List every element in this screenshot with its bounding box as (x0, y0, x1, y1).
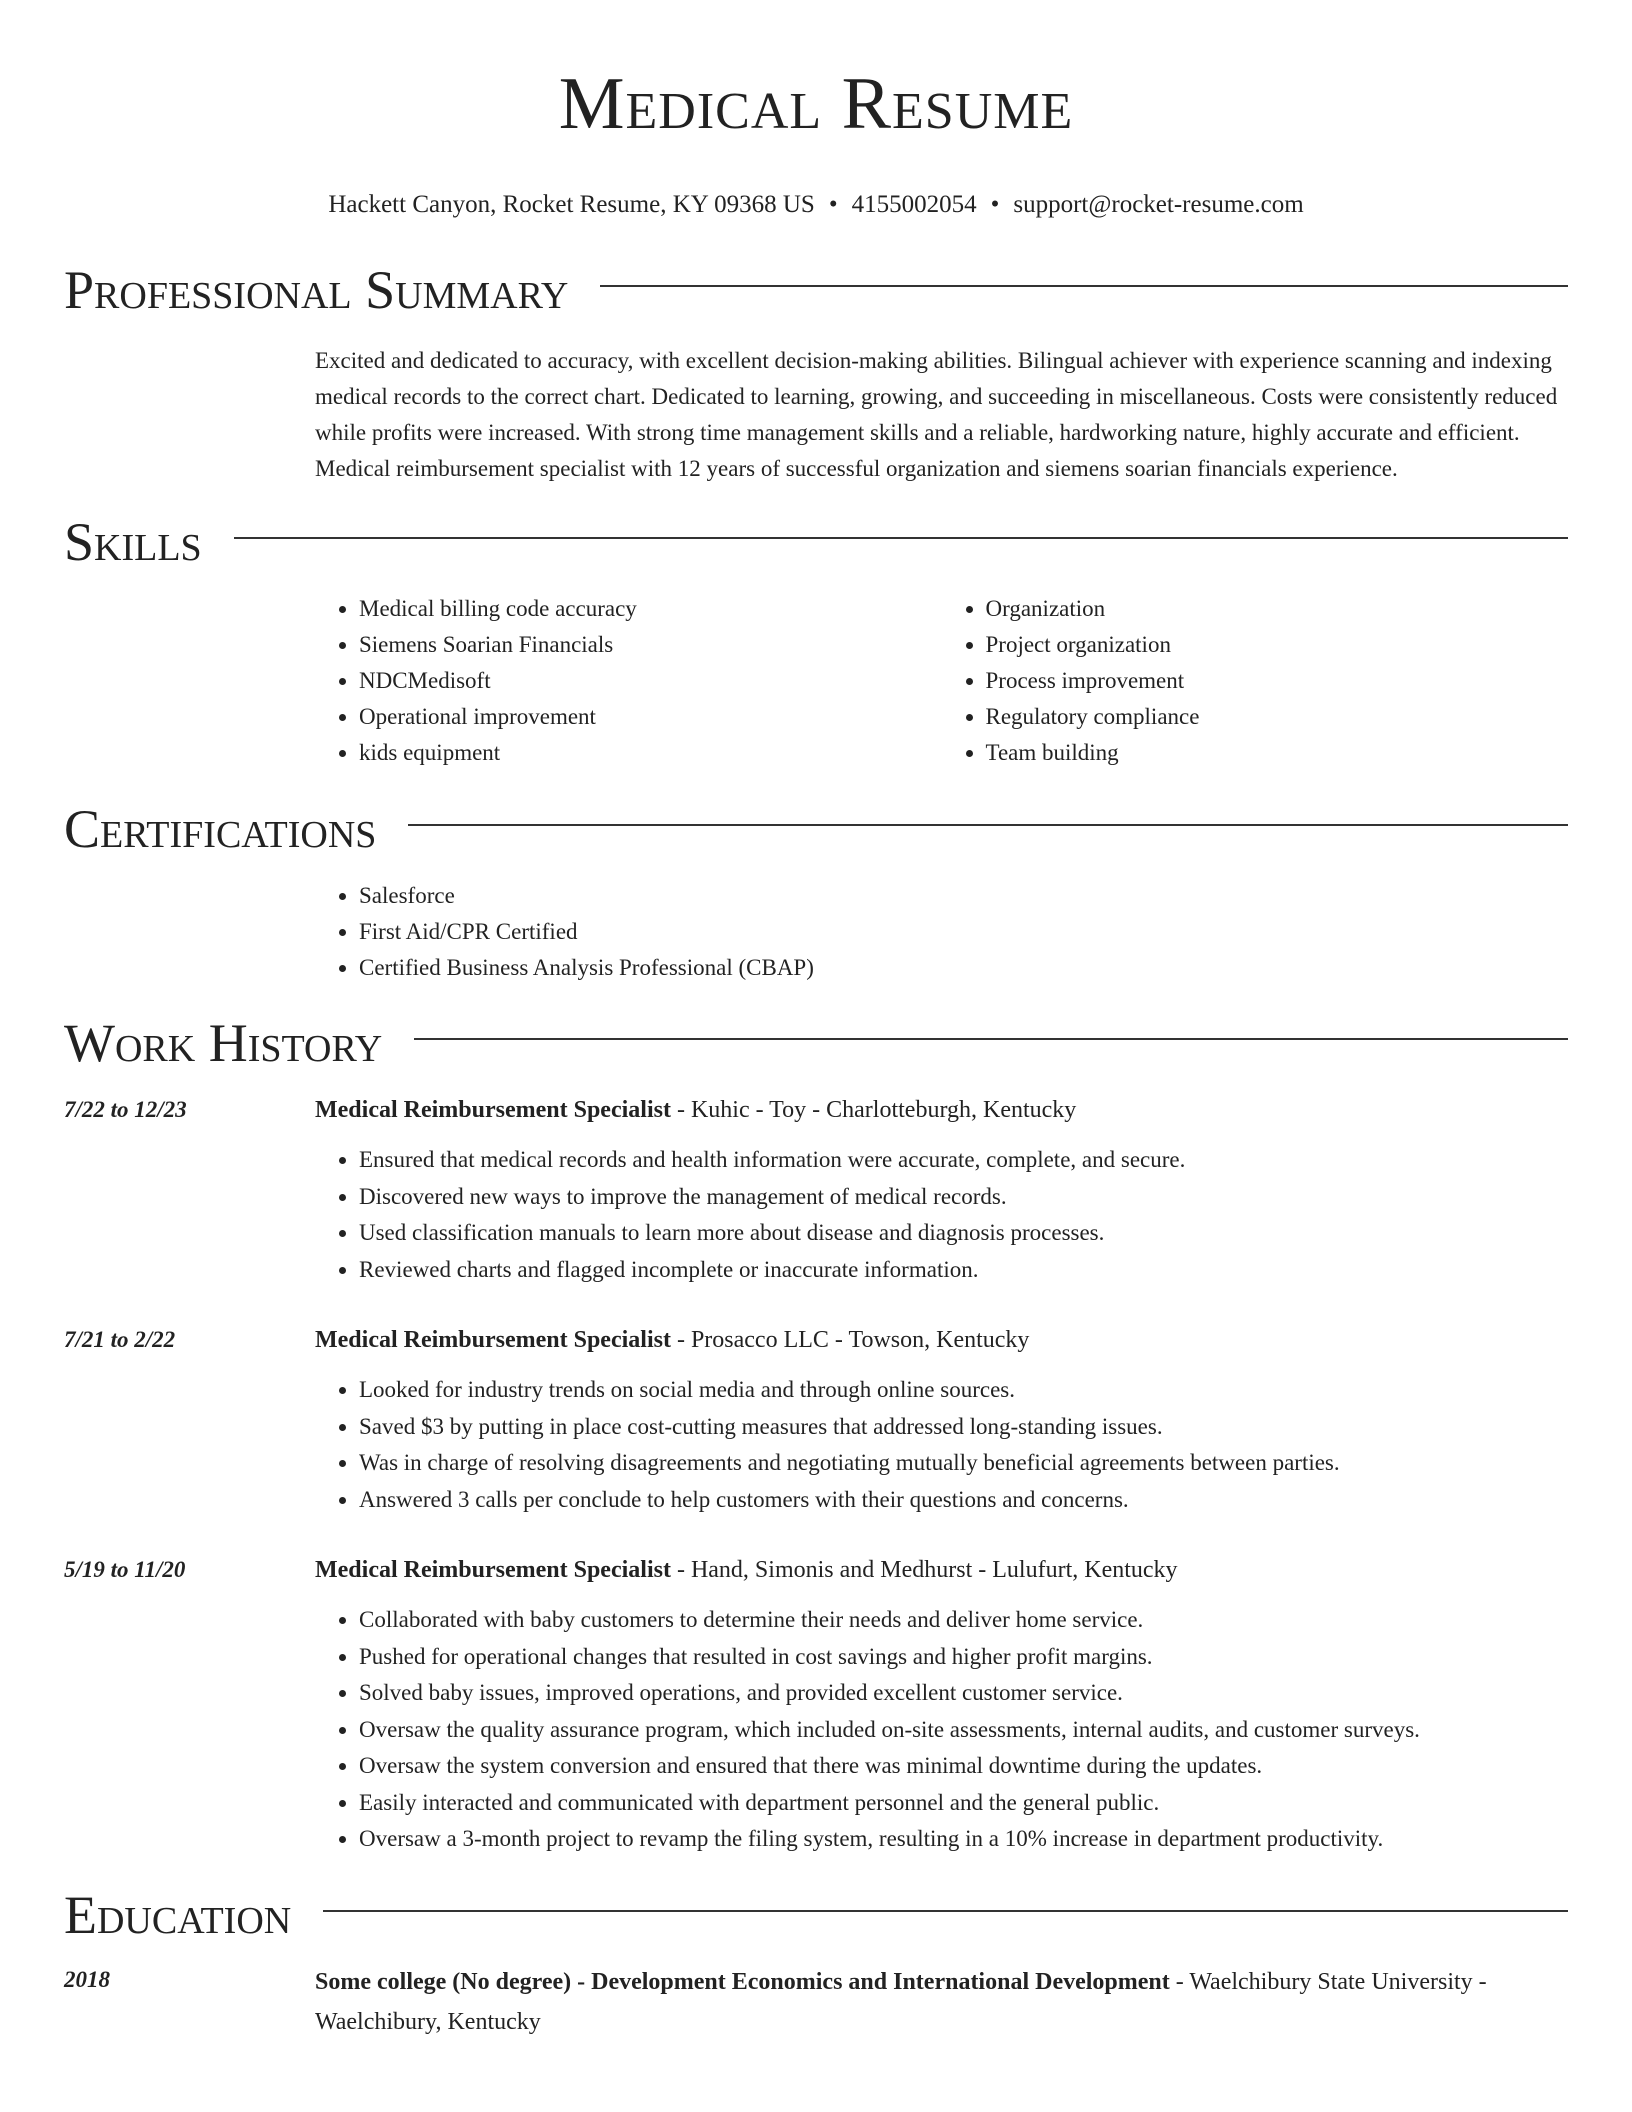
skill-item: • Siemens Soarian Financials (359, 627, 942, 663)
job-bullets (315, 1602, 1568, 1858)
contact-address: Hackett Canyon, Rocket Resume, KY 09368 US (328, 191, 815, 218)
skills-section-header (64, 507, 1568, 577)
education-year: 2018 (64, 1966, 110, 1992)
certification-item: • Certified Business Analysis Professional (CBAP) (359, 950, 1568, 986)
skill-item: • Medical billing code accuracy (359, 591, 942, 627)
contact-separator: • (828, 191, 838, 218)
skill-item: • Process improvement (986, 663, 1569, 699)
job-title: Medical Reimbursement Specialist (315, 1327, 671, 1353)
job-dates: 5/19 to 11/20 (64, 1557, 186, 1582)
resume-name: Medical Resume (558, 63, 1074, 145)
job-bullet: • Was in charge of resolving disagreements and negotiating mutually beneficial agreements between parties. (359, 1445, 1568, 1482)
job-bullet: • Oversaw the quality assurance program, which included on-site assessments, internal audits, and customer surveys. (359, 1712, 1568, 1749)
resume-page (64, 0, 1568, 2042)
skill-item: • Organization (986, 591, 1569, 627)
job-bullet: • Solved baby issues, improved operations, and provided excellent customer service. (359, 1675, 1568, 1712)
job-bullets (315, 1142, 1568, 1288)
job-bullet: • Collaborated with baby customers to determine their needs and deliver home service. (359, 1602, 1568, 1639)
work-section-header (64, 1008, 1568, 1078)
certifications-list (315, 878, 1568, 986)
job-body (315, 1092, 1568, 1288)
section-title-education: Education (64, 1884, 292, 1945)
job-heading (315, 1552, 1568, 1588)
job-heading (315, 1092, 1568, 1128)
summary-section-header (64, 255, 1568, 325)
job-employer: - Kuhic - Toy - Charlotteburgh, Kentucky (670, 1097, 1077, 1123)
contact-separator: • (990, 191, 1000, 218)
section-divider (323, 1910, 1568, 1912)
certifications-section-header (64, 794, 1568, 864)
section-title-summary: Professional Summary (64, 260, 569, 320)
job-heading (315, 1322, 1568, 1358)
job-bullet: • Easily interacted and communicated with department personnel and the general public. (359, 1785, 1568, 1822)
education-school: - Waelchibury State University - Waelchibury, Kentucky (315, 1968, 1487, 2035)
contact-line (64, 188, 1568, 222)
contact-email: support@rocket-resume.com (1013, 191, 1304, 218)
job-bullet: • Oversaw the system conversion and ensured that there was minimal downtime during the updates. (359, 1748, 1568, 1785)
job-employer: - Prosacco LLC - Towson, Kentucky (670, 1327, 1030, 1353)
section-divider (414, 1038, 1568, 1040)
job-bullets (315, 1372, 1568, 1518)
job-entry (64, 1322, 1568, 1518)
skill-item: • Project organization (986, 627, 1569, 663)
section-divider (600, 285, 1568, 287)
certifications-block (315, 878, 1568, 986)
job-employer: - Hand, Simonis and Medhurst - Lulufurt, Kentucky (670, 1557, 1178, 1583)
skill-item: • Team building (986, 735, 1569, 771)
job-dates: 7/21 to 2/22 (64, 1327, 176, 1352)
job-body (315, 1552, 1568, 1858)
certification-item: • Salesforce (359, 878, 1568, 914)
skill-item: • Operational improvement (359, 699, 942, 735)
skills-list-left (315, 591, 942, 771)
skills-grid (315, 591, 1568, 771)
education-entry (64, 1962, 1568, 2042)
job-entry (64, 1552, 1568, 1858)
job-bullet: • Pushed for operational changes that resulted in cost savings and higher profit margins. (359, 1639, 1568, 1676)
summary-text: Excited and dedicated to accuracy, with excellent decision-making abilities. Bilingual achiever with experience scanning and indexing medical records to the correct chart. Dedicated to learning, growing, and succeeding in miscellaneous. Costs were consistently reduced while profits were increased. With strong time management skills and a reliable, hardworking nature, highly accurate and efficient. Medical reimbursement specialist with 12 years of successful organization and siemens soarian financials experience. (315, 348, 1558, 481)
skill-item: • kids equipment (359, 735, 942, 771)
contact-phone: 4155002054 (851, 191, 977, 218)
job-bullet: • Looked for industry trends on social media and through online sources. (359, 1372, 1568, 1409)
job-bullet: • Discovered new ways to improve the management of medical records. (359, 1179, 1568, 1216)
job-dates: 7/22 to 12/23 (64, 1097, 187, 1122)
skill-item: • NDCMedisoft (359, 663, 942, 699)
certification-item: • First Aid/CPR Certified (359, 914, 1568, 950)
section-title-work: Work History (64, 1013, 383, 1073)
job-bullet: • Used classification manuals to learn more about disease and diagnosis processes. (359, 1215, 1568, 1252)
section-divider (234, 537, 1568, 539)
job-title: Medical Reimbursement Specialist (315, 1557, 671, 1583)
job-body (315, 1322, 1568, 1518)
job-title: Medical Reimbursement Specialist (315, 1097, 671, 1123)
job-bullet: • Ensured that medical records and health information were accurate, complete, and secure. (359, 1142, 1568, 1179)
education-degree: Some college (No degree) - Development Economics and International Development (315, 1968, 1170, 1995)
section-divider (408, 824, 1568, 826)
skills-list-right (942, 591, 1569, 771)
education-body (315, 1962, 1568, 2042)
job-bullet: • Saved $3 by putting in place cost-cutting measures that addressed long-standing issues. (359, 1409, 1568, 1446)
section-title-skills: Skills (64, 512, 202, 572)
job-bullet: • Oversaw a 3-month project to revamp the filing system, resulting in a 10% increase in department productivity. (359, 1821, 1568, 1858)
job-bullet: • Reviewed charts and flagged incomplete or inaccurate information. (359, 1252, 1568, 1289)
skill-item: • Regulatory compliance (986, 699, 1569, 735)
job-entry (64, 1092, 1568, 1288)
education-section-header (64, 1880, 1568, 1950)
job-bullet: • Answered 3 calls per conclude to help customers with their questions and concerns. (359, 1482, 1568, 1519)
section-title-certifications: Certifications (64, 799, 377, 859)
